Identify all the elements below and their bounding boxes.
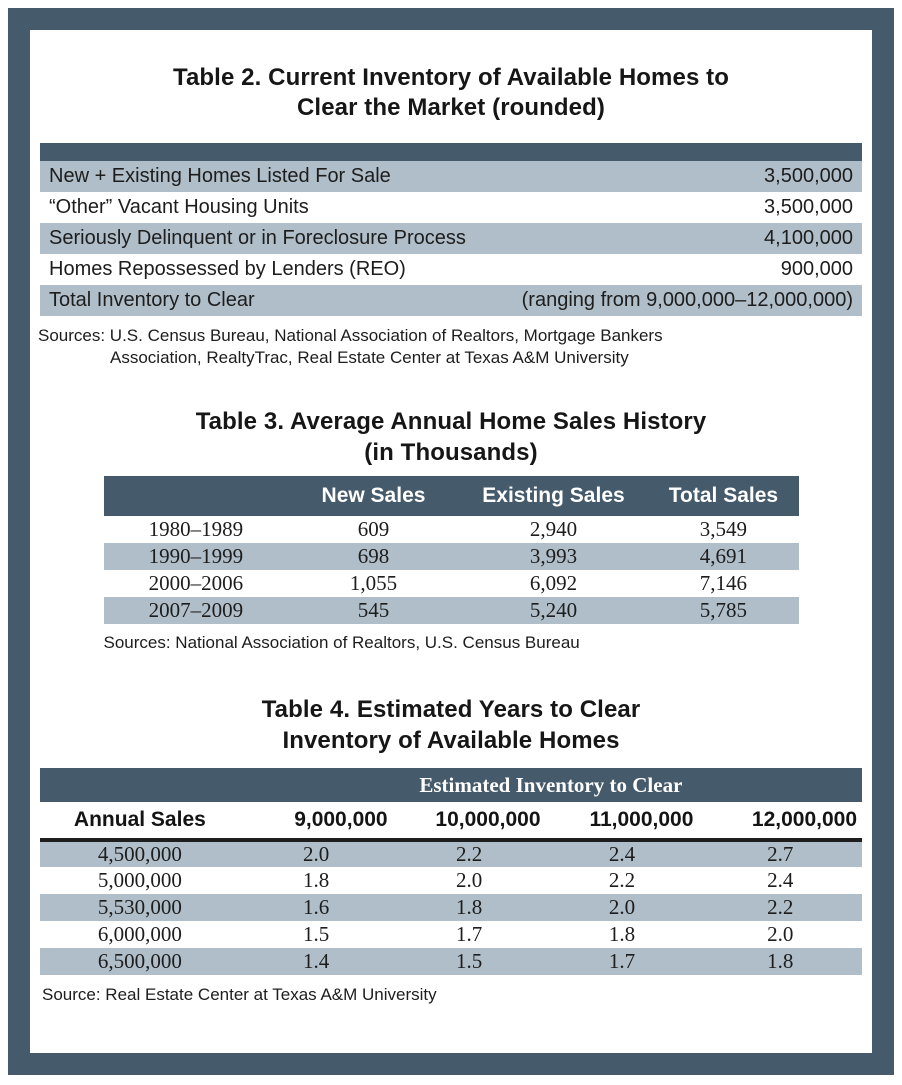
years-cell: 1.8 [303, 868, 330, 892]
table2-row-label: Homes Repossessed by Lenders (REO) [49, 257, 406, 280]
table4-title-line2: Inventory of Available Homes [282, 726, 620, 754]
table4-row [40, 948, 862, 975]
table2-row [40, 254, 862, 285]
years-cell: 1.8 [608, 922, 636, 946]
table2-row-value: (ranging from 9,000,000–12,000,000) [521, 288, 853, 311]
years-cell: 2.4 [546, 840, 699, 867]
years-cell: 1.6 [240, 894, 393, 921]
table2-row-label: “Other” Vacant Housing Units [49, 195, 309, 218]
table2-row-label: Total Inventory to Clear [49, 288, 255, 311]
value-cell: 4,691 [648, 543, 798, 570]
table3-corner-cell [104, 476, 289, 516]
table2-row-value: 3,500,000 [764, 195, 853, 218]
years-cell: 2.0 [546, 894, 699, 921]
value-cell: 2,940 [529, 517, 578, 542]
years-cell: 1.7 [455, 922, 483, 946]
years-cell: 2.0 [455, 868, 483, 892]
table3-header-row [104, 476, 799, 516]
table2-row-label: New + Existing Homes Listed For Sale [49, 164, 391, 187]
table4-bar-empty-cell [40, 768, 240, 802]
years-cell: 1.5 [393, 948, 546, 975]
period-cell: 2007–2009 [104, 597, 289, 624]
table4-column-header-row [40, 802, 862, 840]
table4-title-line1: Table 4. Estimated Years to Clear [261, 696, 641, 724]
table2-row [40, 223, 862, 254]
table3-title [30, 407, 872, 468]
table4-row [40, 894, 862, 921]
years-cell: 1.4 [240, 948, 393, 975]
annual-sales-cell: 6,500,000 [40, 948, 240, 975]
years-cell: 1.8 [698, 948, 862, 975]
table4 [40, 768, 862, 975]
table3-row [104, 597, 799, 624]
value-cell: 1,055 [349, 571, 398, 596]
years-cell: 1.8 [393, 894, 546, 921]
years-cell: 2.2 [608, 868, 636, 892]
table4-row [40, 867, 862, 894]
table2-sources-line1: Sources: U.S. Census Bureau, National Association of Realtors, Mortgage Bankers [38, 325, 663, 345]
table3-col-header: New Sales [288, 476, 458, 516]
table2-sources [38, 325, 872, 369]
table2-row-value: 900,000 [780, 257, 853, 280]
annual-sales-cell: 5,530,000 [40, 894, 240, 921]
period-cell: 1980–1989 [148, 517, 244, 542]
years-cell: 2.4 [767, 868, 794, 892]
value-cell: 7,146 [699, 571, 748, 596]
table3-title-line1: Table 3. Average Annual Home Sales History [195, 408, 707, 436]
table3-sources: Sources: National Association of Realtors, U.S. Census Bureau [103, 633, 580, 653]
table3-col-header: Existing Sales [459, 476, 649, 516]
table3-row [104, 543, 799, 570]
table4-source: Source: Real Estate Center at Texas A&M University [42, 985, 437, 1004]
table2-row [40, 285, 862, 316]
period-cell: 2000–2006 [148, 571, 244, 596]
table4-col-header: 10,000,000 [393, 802, 546, 840]
table4-row [40, 840, 862, 867]
value-cell: 3,993 [459, 543, 649, 570]
table4-col-header: 12,000,000 [698, 802, 862, 840]
table3 [104, 476, 799, 624]
table2-row-value: 3,500,000 [764, 164, 853, 187]
value-cell: 6,092 [529, 571, 578, 596]
table2-title-line2: Clear the Market (rounded) [297, 94, 605, 122]
table2-header-bar [40, 143, 862, 161]
table2-sources-line2: Association, RealtyTrac, Real Estate Center at Texas A&M University [110, 348, 629, 368]
table2-title [30, 63, 872, 124]
years-cell: 2.0 [767, 922, 794, 946]
table4-col-header: Annual Sales [40, 802, 240, 840]
table4-col-header: 9,000,000 [240, 802, 393, 840]
value-cell: 698 [288, 543, 458, 570]
table4-row [40, 921, 862, 948]
value-cell: 3,549 [699, 517, 748, 542]
years-cell: 2.0 [240, 840, 393, 867]
table3-col-header: Total Sales [648, 476, 798, 516]
table2-title-line1: Table 2. Current Inventory of Available Homes to [172, 64, 730, 91]
value-cell: 5,785 [648, 597, 798, 624]
years-cell: 2.7 [698, 840, 862, 867]
table2 [40, 143, 862, 316]
table4-title [30, 695, 872, 756]
page-frame [8, 8, 894, 1075]
annual-sales-cell: 4,500,000 [40, 840, 240, 867]
table4-span-header: Estimated Inventory to Clear [240, 768, 862, 802]
annual-sales-cell: 5,000,000 [97, 868, 182, 892]
value-cell: 545 [288, 597, 458, 624]
table2-row [40, 161, 862, 192]
value-cell: 5,240 [459, 597, 649, 624]
table4-col-header: 11,000,000 [546, 802, 699, 840]
table4-span-header-row [40, 768, 862, 802]
period-cell: 1990–1999 [104, 543, 289, 570]
table3-row [104, 570, 799, 597]
table2-row-label: Seriously Delinquent or in Foreclosure Process [49, 226, 466, 249]
table2-row [40, 192, 862, 223]
annual-sales-cell: 6,000,000 [97, 922, 182, 946]
value-cell: 609 [357, 517, 390, 542]
table3-title-line2: (in Thousands) [364, 438, 538, 466]
years-cell: 1.5 [303, 922, 330, 946]
table3-row [104, 516, 799, 543]
years-cell: 2.2 [393, 840, 546, 867]
years-cell: 2.2 [698, 894, 862, 921]
table2-row-value: 4,100,000 [764, 226, 853, 249]
years-cell: 1.7 [546, 948, 699, 975]
